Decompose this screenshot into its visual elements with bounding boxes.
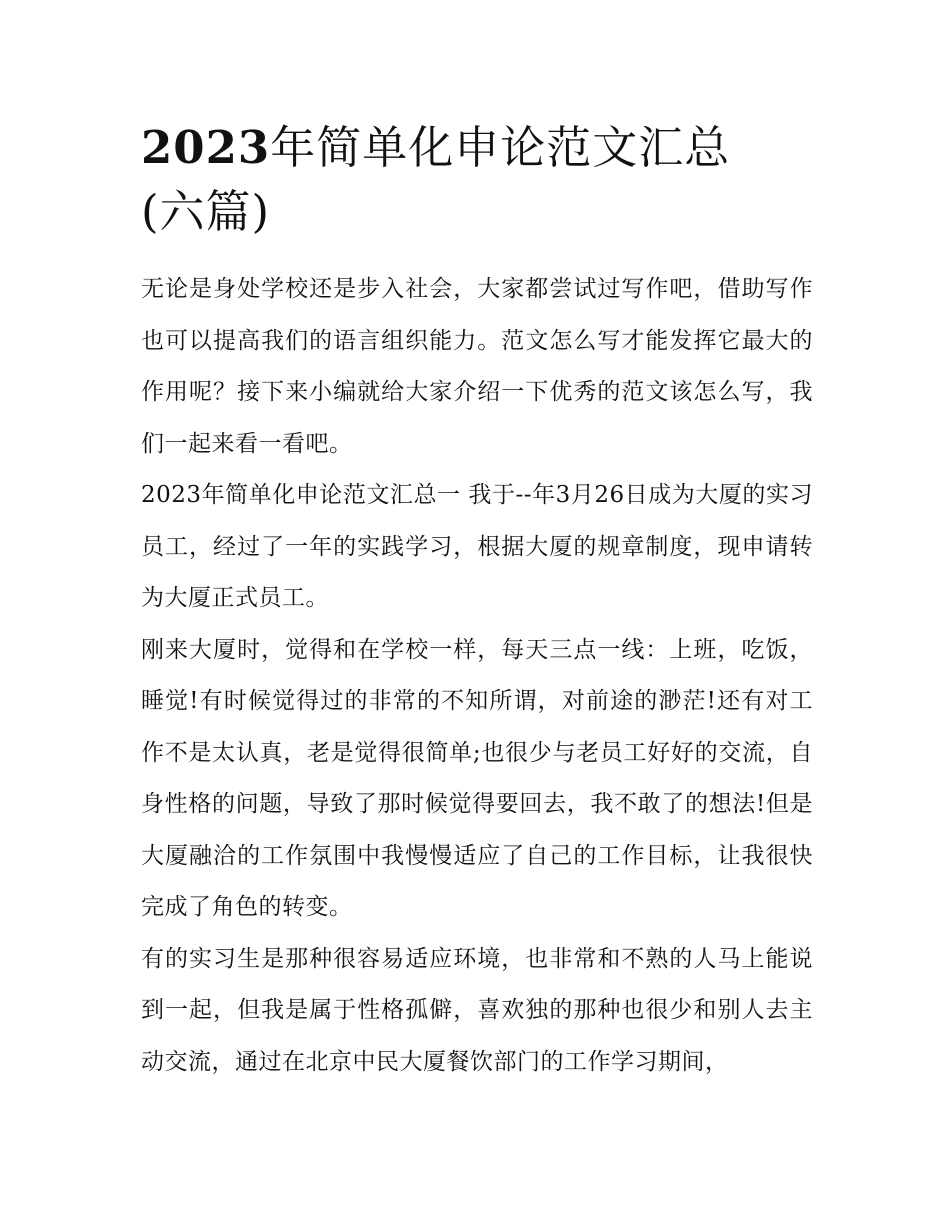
paragraph-application: 2023年简单化申论范文汇总一 我于--年3月26日成为大厦的实习员工，经过了一年的实践学习，根据大厦的规章制度，现申请转为大厦正式员工。 [141,482,813,611]
document-body [141,116,813,1088]
title-text: 年简单化申论范文汇总 [270,121,731,174]
title-subtitle: (六篇) [141,185,271,238]
title-year: 2023 [141,121,271,174]
paragraph-list [141,264,813,1088]
paragraph-intro: 无论是身处学校还是步入社会，大家都尝试过写作吧，借助写作也可以提高我们的语言组织能力。范文怎么写才能发挥它最大的作用呢？接下来小编就给大家介绍一下优秀的范文该怎么写，我们一起来看一看吧。 [141,276,813,457]
paragraph-personality: 有的实习生是那种很容易适应环境，也非常和不熟的人马上能说到一起，但我是属于性格孤僻，喜欢独的那种也很少和别人去主动交流，通过在北京中民大厦餐饮部门的工作学习期间， [141,945,813,1075]
paragraph-experience: 刚来大厦时，觉得和在学校一样，每天三点一线：上班，吃饭，睡觉!有时候觉得过的非常的不知所谓，对前途的渺茫!还有对工作不是太认真，老是觉得很简单;也很少与老员工好好的交流，自身性格的问题，导致了那时候觉得要回去，我不敢了的想法!但是大厦融洽的工作氛围中我慢慢适应了自己的工作目标，让我很快完成了角色的转变。 [141,636,813,920]
document-title [141,116,813,244]
